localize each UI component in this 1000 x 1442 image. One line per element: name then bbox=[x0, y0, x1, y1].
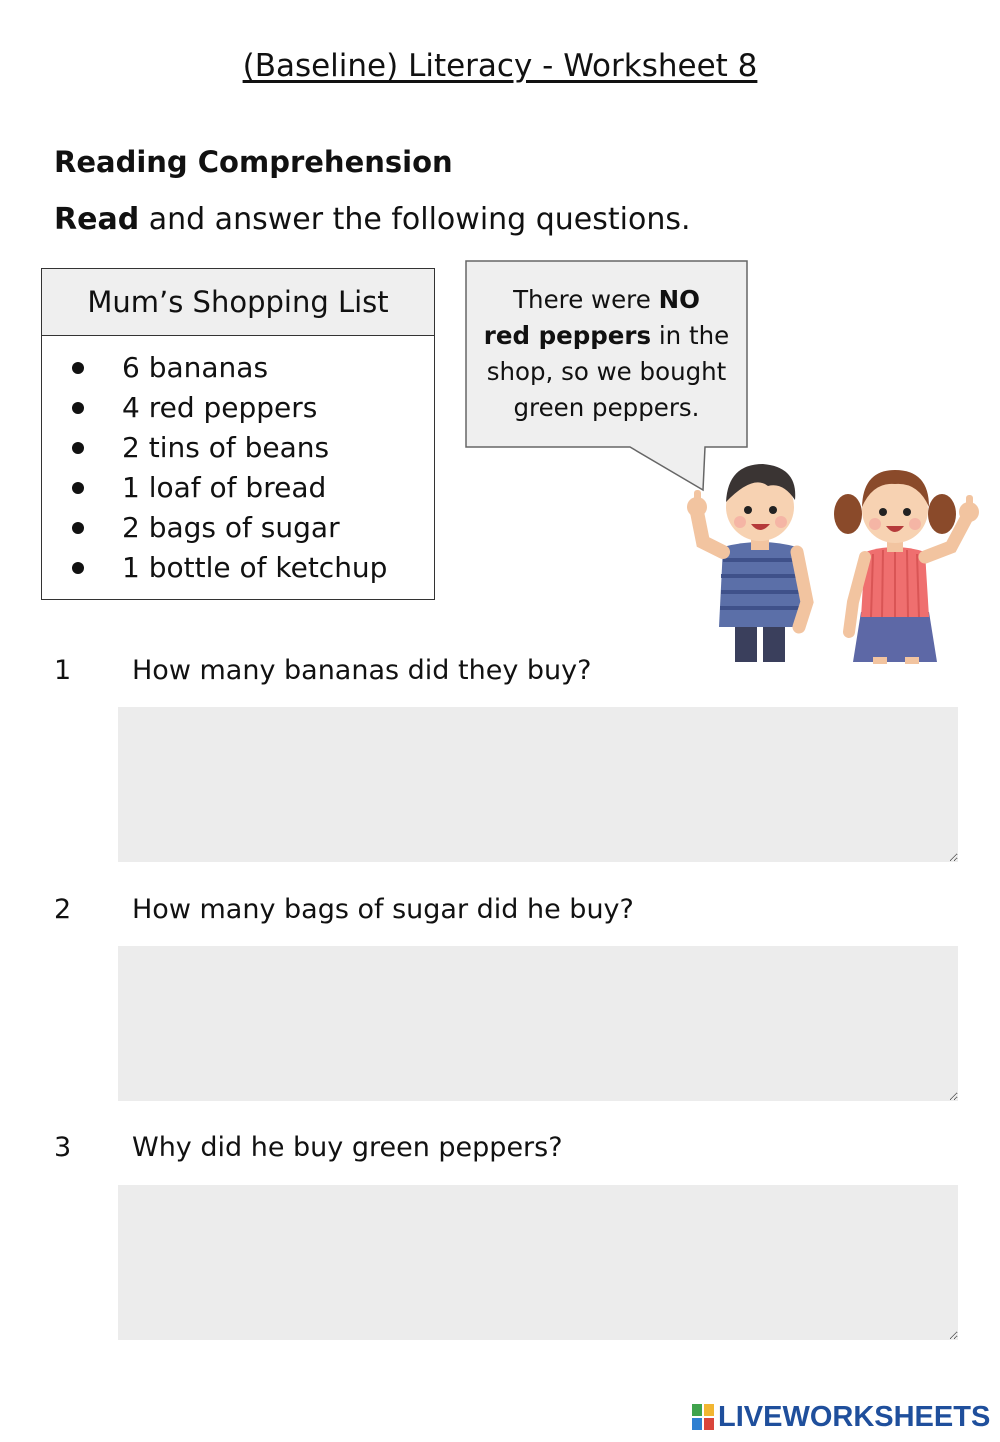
bullet-icon bbox=[72, 482, 84, 494]
bullet-icon bbox=[72, 362, 84, 374]
list-item-text: 2 tins of beans bbox=[122, 431, 330, 464]
answer-input-3[interactable] bbox=[118, 1185, 958, 1340]
list-item bbox=[42, 428, 434, 468]
bullet-icon bbox=[72, 522, 84, 534]
list-item bbox=[42, 468, 434, 508]
bullet-icon bbox=[72, 562, 84, 574]
answer-input-2[interactable] bbox=[118, 946, 958, 1101]
instruction bbox=[54, 202, 691, 237]
question-number: 3 bbox=[54, 1132, 72, 1163]
question-number: 1 bbox=[54, 655, 72, 686]
bullet-icon bbox=[72, 442, 84, 454]
bullet-icon bbox=[72, 402, 84, 414]
speech-bubble bbox=[465, 260, 748, 448]
question-text: Why did he buy green peppers? bbox=[132, 1132, 563, 1163]
footer-brand-text: LIVEWORKSHEETS bbox=[718, 1400, 991, 1433]
list-item bbox=[42, 388, 434, 428]
list-item bbox=[42, 348, 434, 388]
list-item bbox=[42, 508, 434, 548]
instruction-bold: Read bbox=[54, 202, 140, 237]
list-item-text: 1 loaf of bread bbox=[122, 471, 327, 504]
speech-bubble-text: There were NO red peppers in the shop, so we bought green peppers. bbox=[483, 285, 730, 422]
question-number: 2 bbox=[54, 894, 72, 925]
shopping-list-items bbox=[42, 336, 434, 588]
footer-brand bbox=[692, 1400, 990, 1434]
boy-figure bbox=[687, 464, 807, 662]
list-item-text: 6 bananas bbox=[122, 351, 269, 384]
worksheet-title: (Baseline) Literacy - Worksheet 8 bbox=[242, 48, 758, 84]
list-item bbox=[42, 548, 434, 588]
answer-input-1[interactable] bbox=[118, 707, 958, 862]
question-text: How many bags of sugar did he buy? bbox=[132, 894, 634, 925]
list-item-text: 4 red peppers bbox=[122, 391, 318, 424]
list-item-text: 1 bottle of ketchup bbox=[122, 551, 388, 584]
children-illustration bbox=[683, 452, 983, 664]
shopping-list-header: Mum’s Shopping List bbox=[42, 269, 434, 336]
section-heading: Reading Comprehension bbox=[54, 145, 453, 179]
question-text: How many bananas did they buy? bbox=[132, 655, 592, 686]
instruction-rest: and answer the following questions. bbox=[139, 202, 691, 237]
girl-figure bbox=[834, 470, 979, 664]
liveworksheets-logo-icon bbox=[692, 1404, 714, 1430]
list-item-text: 2 bags of sugar bbox=[122, 511, 340, 544]
shopping-list bbox=[41, 268, 435, 600]
